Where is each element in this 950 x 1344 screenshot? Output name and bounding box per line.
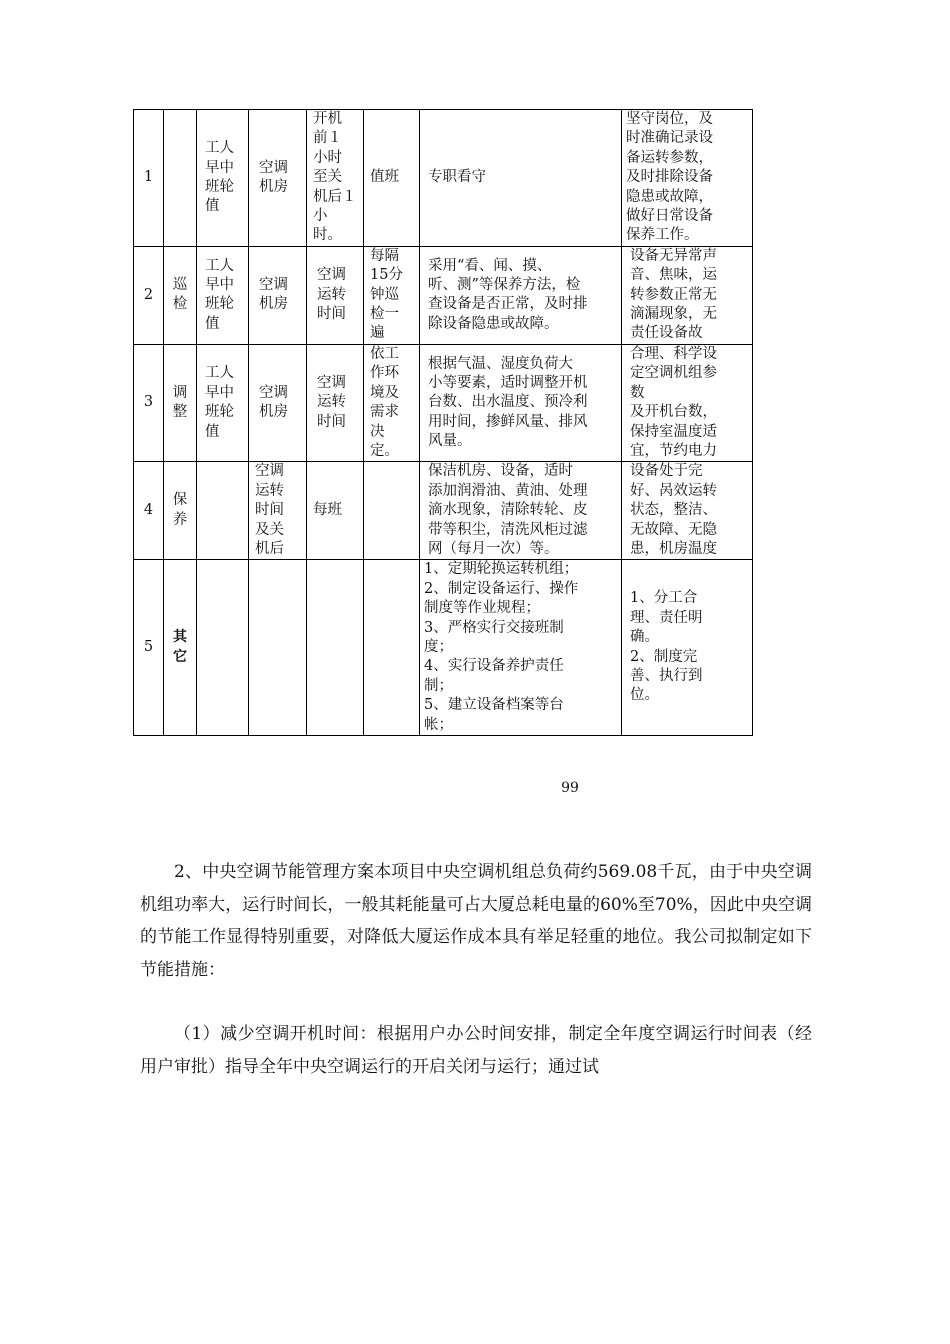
- page-number: 99: [561, 780, 579, 796]
- row-method: 1、定期轮换运转机组； 2、制定设备运行、操作 制度等作业规程； 3、严格实行交接班制 度； 4、实行设备养护责任 制； 5、建立设备档案等台 帐；: [420, 560, 622, 736]
- row-location: 空调 运转 时间 及关 机后: [249, 462, 307, 560]
- row-category: 保 养: [164, 462, 197, 560]
- row-method: 专职看守: [420, 110, 622, 247]
- row-category: 其 它: [164, 560, 197, 736]
- table-row: [134, 246, 753, 344]
- row-category: [164, 110, 197, 247]
- row-personnel: [197, 560, 249, 736]
- row-number: 5: [134, 560, 164, 736]
- row-time: 开机 前１ 小时 至关 机后１ 小 时。: [307, 110, 364, 247]
- row-category: 调 整: [164, 344, 197, 461]
- row-time: 空调 运转 时间: [307, 246, 364, 344]
- row-frequency: 依工 作环 境及 需求 决 定。: [364, 344, 420, 461]
- row-method: 根据气温、湿度负荷大 小等要素，适时调整开机 台数、出水温度、预冷利 用时间，掺鲜风量、排风 风量。: [420, 344, 622, 461]
- body-paragraph: （1）减少空调开机时间：根据用户办公时间安排，制定全年度空调运行时间表（经用户审批）指导全年中央空调运行的开启关闭与运行；通过试: [140, 1024, 812, 1077]
- table-row: [134, 560, 753, 736]
- row-location: [249, 560, 307, 736]
- row-standard: 1、分工合 理、责任明 确。 2、制度完 善、执行到 位。: [622, 560, 753, 736]
- row-frequency: 每隔 15分 钟巡 检一 遍: [364, 246, 420, 344]
- row-location: 空调 机房: [249, 246, 307, 344]
- row-location: 空调 机房: [249, 110, 307, 247]
- row-number: 4: [134, 462, 164, 560]
- table-row: [134, 344, 753, 461]
- row-standard: 设备处于完 好、呙效运转 状态，整洁、 无故障、无隐 患，机房温度: [622, 462, 753, 560]
- row-frequency: [364, 560, 420, 736]
- row-method: 采用“看、闻、摸、 听、测”等保养方法，检 查设备是否正常，及时排 除设备隐患或故障。: [420, 246, 622, 344]
- row-personnel: 工人 早中 班轮 值: [197, 344, 249, 461]
- row-location: 空调 机房: [249, 344, 307, 461]
- row-frequency: [364, 462, 420, 560]
- row-number: 3: [134, 344, 164, 461]
- row-time: [307, 560, 364, 736]
- table-row: [134, 110, 753, 247]
- row-time: 每班: [307, 462, 364, 560]
- maintenance-table: [133, 109, 753, 736]
- row-time: 空调 运转 时间: [307, 344, 364, 461]
- row-category: 巡 检: [164, 246, 197, 344]
- row-personnel: 工人 早中 班轮 值: [197, 110, 249, 247]
- row-standard: 合理、科学设 定空调机组参 数 及开机台数， 保持室温度适 宜，节约电力: [622, 344, 753, 461]
- row-number: 1: [134, 110, 164, 247]
- table-row: [134, 462, 753, 560]
- body-paragraph: 2、中央空调节能管理方案本项目中央空调机组总负荷约569.08千瓦，由于中央空调机组功率大，运行时间长，一般其耗能量可占大厦总耗电量的60%至70%，因此中央空调的节能工作显得特别重要，对降低大厦运作成本具有举足轻重的地位。我公司拟制定如下节能措施：: [140, 862, 812, 980]
- row-standard: 坚守岗位，及 时准确记录设 备运转参数， 及时排除设备 隐患或故障， 做好日常设备 保养工作。: [622, 110, 753, 247]
- row-method: 保洁机房、设备，适时 添加润滑油、黄油、处理 滴水现象，清除转轮、皮 带等积尘，清洗风柜过滤 网（每月一次）等。: [420, 462, 622, 560]
- row-personnel: 工人 早中 班轮 值: [197, 246, 249, 344]
- row-standard: 设备无异常声 音、焦味，运 转参数正常无 滴漏现象，无 责任设备故: [622, 246, 753, 344]
- row-personnel: [197, 462, 249, 560]
- row-frequency: 值班: [364, 110, 420, 247]
- row-number: 2: [134, 246, 164, 344]
